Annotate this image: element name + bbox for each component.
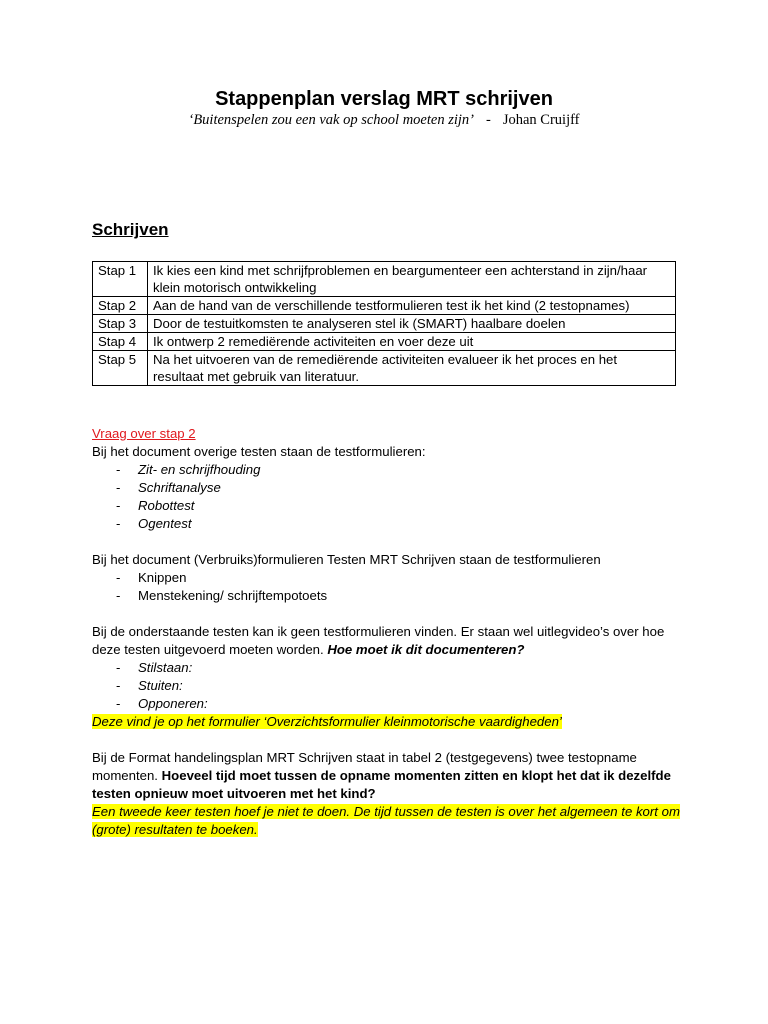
step-text: Door de testuitkomsten te analyseren stel ik (SMART) haalbare doelen — [148, 315, 676, 333]
list-item-text: Zit- en schrijfhouding — [138, 462, 261, 477]
paragraph-text: Bij de onderstaande testen kan ik geen testformulieren vinden. Er staan wel uitlegvideo’s over hoe deze testen uitgevoerd moeten worden. — [92, 624, 665, 657]
answer-paragraph — [92, 803, 682, 839]
document-body — [92, 425, 682, 839]
table-row — [93, 351, 676, 386]
quote-author: Johan Cruijff — [502, 112, 580, 128]
dash-marker: - — [116, 588, 121, 603]
step-text: Ik kies een kind met schrijfproblemen en beargumenteer een achterstand in zijn/haar klein motorisch ontwikkeling — [148, 262, 676, 297]
step-number: Stap 4 — [93, 333, 148, 351]
question-heading: Vraag over stap 2 — [92, 426, 196, 441]
list-item-text: Stilstaan: — [138, 660, 193, 675]
quote-text: ‘Buitenspelen zou een vak op school moeten zijn’ — [188, 112, 474, 128]
list-item-text: Ogentest — [138, 516, 192, 531]
dash-marker: - — [116, 660, 121, 675]
list-overige-testen — [92, 461, 682, 533]
document-title: Stappenplan verslag MRT schrijven — [215, 88, 553, 110]
list-item — [92, 659, 682, 677]
steps-table — [92, 261, 676, 386]
table-row — [93, 297, 676, 315]
list-item — [92, 479, 682, 497]
paragraph-onderstaande-testen — [92, 623, 682, 659]
list-onderstaande-testen — [92, 659, 682, 713]
table-row — [93, 333, 676, 351]
step-number: Stap 5 — [93, 351, 148, 386]
highlighted-answer: Een tweede keer testen hoef je niet te doen. De tijd tussen de testen is over het algemeen te kort om (grote) resultaten te boeken. — [92, 804, 680, 837]
highlighted-answer: Deze vind je op het formulier ‘Overzichtsformulier kleinmotorische vaardigheden’ — [92, 714, 562, 729]
list-item — [92, 569, 682, 587]
quote-separator: - — [486, 112, 491, 128]
table-row — [93, 315, 676, 333]
list-item-text: Opponeren: — [138, 696, 208, 711]
list-item-text: Schriftanalyse — [138, 480, 221, 495]
step-number: Stap 1 — [93, 262, 148, 297]
table-row — [93, 262, 676, 297]
list-item — [92, 515, 682, 533]
list-item — [92, 497, 682, 515]
dash-marker: - — [116, 516, 121, 531]
paragraph-verbruiksformulieren: Bij het document (Verbruiks)formulieren Testen MRT Schrijven staan de testformulieren — [92, 552, 601, 567]
dash-marker: - — [116, 570, 121, 585]
paragraph-question: Hoeveel tijd moet tussen de opname momenten zitten en klopt het dat ik dezelfde testen opnieuw moet uitvoeren met het kind? — [92, 768, 671, 801]
quote-line — [0, 112, 768, 129]
dash-marker: - — [116, 678, 121, 693]
step-text: Na het uitvoeren van de remediërende activiteiten evalueer ik het proces en het resultaat met gebruik van literatuur. — [148, 351, 676, 386]
answer-paragraph — [92, 713, 682, 731]
step-text: Aan de hand van de verschillende testformulieren test ik het kind (2 testopnames) — [148, 297, 676, 315]
list-item-text: Stuiten: — [138, 678, 183, 693]
list-item — [92, 695, 682, 713]
list-item — [92, 677, 682, 695]
dash-marker: - — [116, 480, 121, 495]
list-item-text: Menstekening/ schrijftempotoets — [138, 588, 328, 603]
section-heading: Schrijven — [92, 220, 169, 239]
paragraph-format-handelingsplan — [92, 749, 682, 803]
dash-marker: - — [116, 462, 121, 477]
dash-marker: - — [116, 696, 121, 711]
list-item — [92, 587, 682, 605]
list-verbruiksformulieren — [92, 569, 682, 605]
step-number: Stap 3 — [93, 315, 148, 333]
dash-marker: - — [116, 498, 121, 513]
list-item-text: Knippen — [138, 570, 187, 585]
step-number: Stap 2 — [93, 297, 148, 315]
list-item-text: Robottest — [138, 498, 195, 513]
paragraph-overige-testen: Bij het document overige testen staan de testformulieren: — [92, 444, 426, 459]
paragraph-question: Hoe moet ik dit documenteren? — [327, 642, 525, 657]
list-item — [92, 461, 682, 479]
step-text: Ik ontwerp 2 remediërende activiteiten en voer deze uit — [148, 333, 676, 351]
paragraph-text: Bij de Format handelingsplan MRT Schrijven staat in tabel 2 (testgegevens) twee testopname momenten. — [92, 750, 637, 783]
